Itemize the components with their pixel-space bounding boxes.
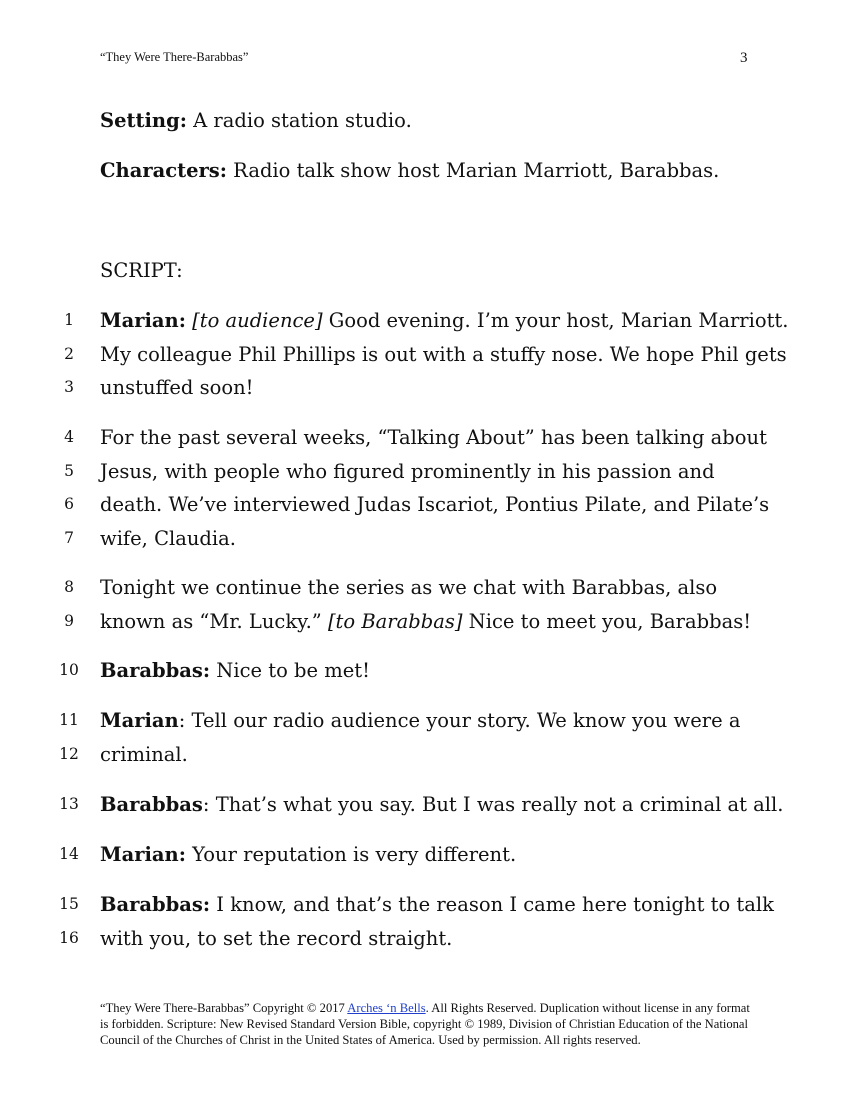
script-line [59, 788, 800, 822]
footer-text: . All Rights Reserved. Duplication without license in any format is forbidden. Scripture: New Revised Standard Version Bible, copyright © 1989, Division of Christian Education of the National Council of the Churches of Christ in the United States of America. Used by permission. All rights reserved. [100, 1001, 750, 1048]
line-text: Nice to be met! [210, 659, 370, 682]
line-text: : Tell our radio audience your story. We know you were a [178, 709, 741, 732]
script-line [64, 605, 800, 639]
line-number: 2 [64, 344, 74, 363]
line-text: My colleague Phil Phillips is out with a stuffy nose. We hope Phil gets [100, 342, 787, 366]
setting-label: Setting: [100, 109, 187, 132]
script-paragraph [59, 704, 800, 771]
line-number: 1 [64, 311, 74, 329]
script-heading: SCRIPT: [100, 259, 183, 282]
line-text: Your reputation is very different. [185, 843, 517, 866]
line-number: 6 [64, 495, 74, 513]
script-line [59, 838, 800, 872]
line-text: I know, and that’s the reason I came here tonight to talk [210, 893, 774, 916]
line-text: unstuffed soon! [100, 376, 254, 399]
line-number: 5 [64, 461, 74, 480]
line-text: known as “Mr. Lucky.” [100, 609, 328, 633]
speaker-name: Barabbas: [100, 659, 211, 682]
line-text: Good evening. I’m your host, Marian Marriott. [322, 309, 789, 332]
script-line [64, 421, 800, 455]
stage-direction: [to Barabbas] [327, 609, 463, 633]
script-paragraph [59, 888, 800, 955]
line-number: 16 [59, 928, 79, 947]
line-number: 3 [64, 378, 74, 396]
line-number: 15 [59, 895, 79, 913]
line-number: 12 [59, 744, 79, 763]
line-text: wife, Claudia. [100, 526, 236, 550]
line-text: For the past several weeks, “Talking About” has been talking about [100, 426, 767, 449]
script-paragraph [59, 838, 800, 872]
script-line [64, 571, 800, 605]
script-line [59, 738, 800, 772]
setting-paragraph [100, 104, 800, 138]
line-text: Jesus, with people who figured prominently in his passion and [100, 459, 715, 483]
speaker-name: Marian: [100, 843, 186, 866]
setting-text: A radio station studio. [186, 109, 412, 132]
speaker-name: Barabbas [100, 793, 203, 816]
script-line [64, 371, 800, 405]
script-line [64, 304, 800, 338]
line-number: 14 [59, 845, 79, 863]
script-line [59, 654, 800, 688]
line-number: 10 [59, 661, 79, 679]
script-line [59, 704, 800, 738]
script-line [64, 488, 800, 522]
line-number: 7 [64, 528, 74, 547]
line-text: death. We’ve interviewed Judas Iscariot, Pontius Pilate, and Pilate’s [100, 493, 770, 516]
speaker-name: Barabbas: [100, 893, 211, 916]
line-number: 4 [64, 428, 74, 446]
line-number: 13 [59, 795, 79, 813]
script-line [64, 338, 800, 372]
page-number: 3 [740, 50, 748, 66]
line-text: Nice to meet you, Barabbas! [462, 609, 752, 633]
line-text: criminal. [100, 742, 188, 766]
running-header: “They Were There-Barabbas” [100, 50, 249, 64]
script-paragraph [59, 654, 800, 688]
script-line [64, 522, 800, 556]
speaker-name: Marian [100, 709, 179, 732]
script-paragraph [64, 571, 800, 638]
script-paragraph [59, 788, 800, 822]
script-line [59, 922, 800, 956]
characters-label: Characters: [100, 159, 227, 182]
script-paragraph [64, 304, 800, 405]
line-text: Tonight we continue the series as we chat with Barabbas, also [100, 576, 718, 599]
arches-n-bells-link[interactable]: Arches ‘n Bells [347, 1001, 426, 1015]
script-line [64, 455, 800, 489]
script-paragraph [64, 421, 800, 555]
stage-direction: [to audience] [192, 309, 323, 332]
characters-paragraph [100, 154, 800, 188]
characters-text: Radio talk show host Marian Marriott, Barabbas. [226, 159, 720, 182]
line-text: : That’s what you say. But I was really not a criminal at all. [202, 793, 784, 816]
speaker-name: Marian: [100, 309, 186, 332]
footer-text: “They Were There-Barabbas” Copyright © 2017 [100, 1001, 348, 1015]
line-number: 8 [64, 578, 74, 596]
line-number: 11 [59, 711, 79, 729]
script-line [59, 888, 800, 922]
line-text: with you, to set the record straight. [100, 926, 453, 950]
copyright-footer [100, 1000, 754, 1049]
line-number: 9 [64, 611, 74, 630]
